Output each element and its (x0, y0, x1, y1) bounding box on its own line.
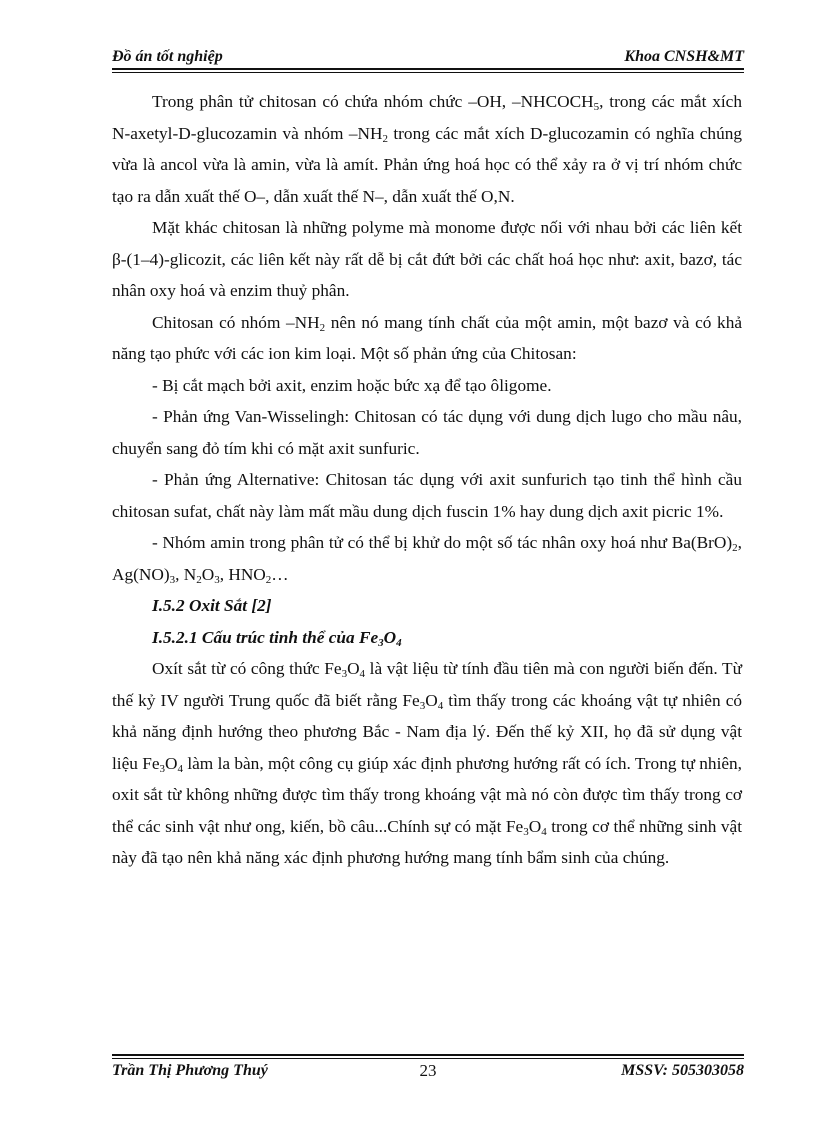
list-item-alternative: - Phản ứng Alternative: Chitosan tác dụng với axit sunfurich tạo tinh thể hình cầu chitosan sufat, chất này làm mất mầu dung dịch fuscin 1% hay dung dịch axit picric 1%. (112, 470, 742, 521)
paragraph-amin: Chitosan có nhóm $-NH_2$ nên nó mang tính chất của một amin, một bazơ và có khả năng tạo phức với các ion kim loại. Một số phản ứng của Chitosan: (112, 312, 743, 363)
page-header (112, 46, 744, 70)
header-rule-thin (112, 72, 744, 73)
header-title: Đồ án tốt nghiệp (112, 48, 223, 65)
paragraph-polyme: Mặt khác chitosan là những polyme mà monome được nối với nhau bởi các liên kết β-(1–4)-glicozit, các liên kết này rất dễ bị cắt đứt bởi các chất hoá học như: axit, bazơ, tác nhân oxy hoá và enzim thuỷ phân. (112, 218, 742, 300)
paragraph-chitosan-groups: Trong phân tử chitosan có chứa nhóm chức –OH, $-NHCOCH_5$, trong các mắt xích N-axetyl-D-glucozamin và nhóm $-NH_2$ trong các mắt xích D-glucozamin có nghĩa chúng vừa là ancol vừa là amin, vừa là amít. Phản ứng hoá học có thể xảy ra ở vị trí nhóm chức tạo ra dẫn xuất thế O–, dẫn xuất thế N–, dẫn xuất thế O,N. (112, 92, 742, 206)
list-item-van-wisselingh: - Phản ứng Van-Wisselingh: Chitosan có tác dụng với dung dịch lugo cho mầu nâu, chuyển sang đỏ tím khi có mặt axit sunfuric. (112, 407, 742, 458)
document-body (112, 86, 742, 874)
section-heading-oxit-sat: I.5.2 Oxit Sắt [2] (152, 596, 272, 615)
footer-rule (112, 1054, 744, 1056)
footer-author: Trần Thị Phương Thuý (112, 1062, 268, 1079)
subsection-heading-fe3o4: I.5.2.1 Cấu trúc tinh thể của $Fe_3O_4$ (152, 627, 402, 649)
page-footer (112, 1060, 744, 1086)
page-number: 23 (419, 1061, 437, 1080)
header-faculty: Khoa CNSH&MT (624, 48, 744, 65)
footer-rule-thin (112, 1058, 744, 1059)
header-rule (112, 68, 744, 70)
paragraph-oxit-sat-tu: Oxít sắt từ có công thức $Fe_3O_4$ là vật liệu từ tính đầu tiên mà con người biến đến. Từ thế kỷ IV người Trung quốc đã biết rằng $Fe_3O_4$ tìm thấy trong các khoáng vật tự nhiên có khả năng định hướng theo phương Bắc - Nam địa lý. Đến thế kỷ XII, họ đã sử dụng vật liệu $Fe_3O_4$ làm la bàn, một công cụ giúp xác định phương hướng rất có ích. Trong tự nhiên, oxit sắt từ không những được tìm thấy trong khoáng vật mà nó còn được tìm thấy trong cơ thể các sinh vật như ong, kiến, bồ câu...Chính sự có mặt $Fe_3O_4$ trong cơ thể những sinh vật này đã tạo nên khả năng xác định phương hướng mang tính bẩm sinh của chúng. (112, 659, 743, 867)
list-item-nhom-amin: - Nhóm amin trong phân tử có thể bị khử do một số tác nhân oxy hoá như $Ba(BrO)_2$, $Ag(NO)_3$, $N_2O_3$, $HNO_2\dots$ (112, 533, 742, 586)
list-item-cat-mach: - Bị cắt mạch bởi axit, enzim hoặc bức xạ để tạo ôligome. (152, 375, 552, 395)
footer-student-id: MSSV: 505303058 (621, 1062, 744, 1079)
